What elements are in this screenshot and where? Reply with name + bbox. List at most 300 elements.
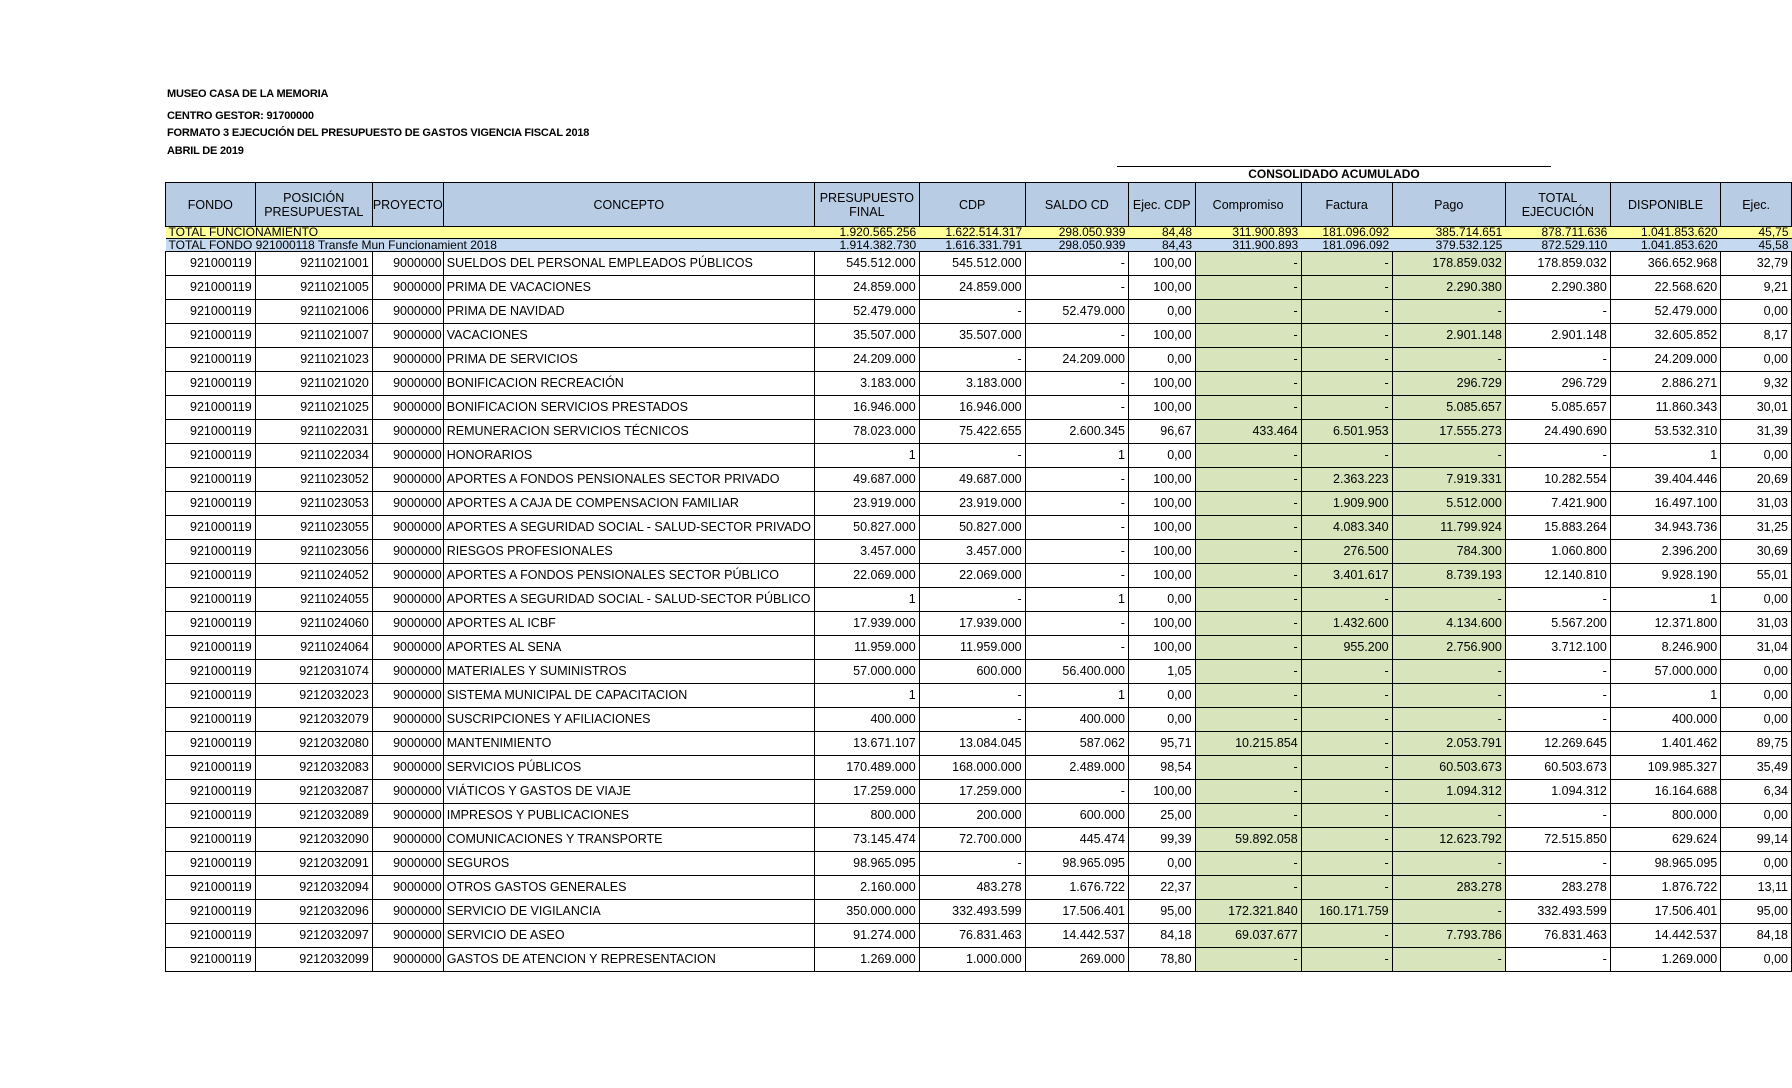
cell-ejec-cdp: 0,00 — [1128, 300, 1195, 324]
cell-posicion: 9212032097 — [255, 924, 372, 948]
cell-proyecto: 9000000 — [372, 540, 443, 564]
cell-cdp: - — [919, 300, 1025, 324]
table-row — [166, 876, 1792, 900]
cell-compromiso: - — [1195, 804, 1301, 828]
table-row — [166, 924, 1792, 948]
cell-ejec-cdp: 98,54 — [1128, 756, 1195, 780]
cell-posicion: 9212032079 — [255, 708, 372, 732]
cell-disponible: 1 — [1610, 684, 1720, 708]
cell-factura: - — [1301, 348, 1392, 372]
cell-total-ejecucion: 3.712.100 — [1505, 636, 1610, 660]
fondo-presupuesto: 1.914.382.730 — [814, 239, 919, 252]
cell-factura: - — [1301, 372, 1392, 396]
cell-compromiso: - — [1195, 876, 1301, 900]
cell-posicion: 9212032023 — [255, 684, 372, 708]
cell-pago: 4.134.600 — [1392, 612, 1505, 636]
cell-factura: - — [1301, 444, 1392, 468]
table-row — [166, 372, 1792, 396]
col-posicion: POSICIÓN PRESUPUESTAL — [255, 183, 372, 227]
cell-saldo-cd: - — [1025, 780, 1128, 804]
cell-factura: - — [1301, 588, 1392, 612]
cell-factura: - — [1301, 804, 1392, 828]
cell-total-ejecucion: 2.901.148 — [1505, 324, 1610, 348]
col-disponible: DISPONIBLE — [1610, 183, 1720, 227]
cell-ejec: 31,03 — [1721, 612, 1792, 636]
cell-presupuesto: 35.507.000 — [814, 324, 919, 348]
cell-disponible: 1.401.462 — [1610, 732, 1720, 756]
cell-compromiso: - — [1195, 780, 1301, 804]
cell-saldo-cd: 14.442.537 — [1025, 924, 1128, 948]
total-ejec: 45,75 — [1721, 227, 1792, 239]
cell-posicion: 9211023053 — [255, 492, 372, 516]
total-funcionamiento-row — [166, 227, 1792, 239]
total-fondo-label: TOTAL FONDO 921000118 Transfe Mun Funcionamient 2018 — [166, 239, 815, 252]
table-row — [166, 324, 1792, 348]
cell-ejec-cdp: 100,00 — [1128, 396, 1195, 420]
cell-pago: - — [1392, 804, 1505, 828]
cell-posicion: 9212031074 — [255, 660, 372, 684]
cell-proyecto: 9000000 — [372, 420, 443, 444]
cell-total-ejecucion: 5.085.657 — [1505, 396, 1610, 420]
cell-pago: 11.799.924 — [1392, 516, 1505, 540]
cell-pago: 283.278 — [1392, 876, 1505, 900]
table-row — [166, 804, 1792, 828]
cell-pago: 2.053.791 — [1392, 732, 1505, 756]
cell-fondo: 921000119 — [166, 324, 256, 348]
cell-ejec-cdp: 100,00 — [1128, 468, 1195, 492]
cell-ejec-cdp: 0,00 — [1128, 348, 1195, 372]
total-pago: 385.714.651 — [1392, 227, 1505, 239]
cell-fondo: 921000119 — [166, 516, 256, 540]
cell-posicion: 9212032099 — [255, 948, 372, 972]
cell-proyecto: 9000000 — [372, 252, 443, 276]
cell-cdp: 545.512.000 — [919, 252, 1025, 276]
cell-posicion: 9211021006 — [255, 300, 372, 324]
cell-cdp: 49.687.000 — [919, 468, 1025, 492]
cell-factura: 955.200 — [1301, 636, 1392, 660]
cell-disponible: 17.506.401 — [1610, 900, 1720, 924]
cell-ejec-cdp: 78,80 — [1128, 948, 1195, 972]
cell-saldo-cd: 1 — [1025, 684, 1128, 708]
cell-cdp: 13.084.045 — [919, 732, 1025, 756]
cell-saldo-cd: 24.209.000 — [1025, 348, 1128, 372]
cell-compromiso: - — [1195, 300, 1301, 324]
cell-ejec: 0,00 — [1721, 684, 1792, 708]
cell-pago: 8.739.193 — [1392, 564, 1505, 588]
cell-pago: - — [1392, 900, 1505, 924]
cell-saldo-cd: - — [1025, 372, 1128, 396]
fondo-total-ejecucion: 872.529.110 — [1505, 239, 1610, 252]
cell-concepto: VACACIONES — [443, 324, 814, 348]
cell-posicion: 9212032094 — [255, 876, 372, 900]
cell-cdp: 11.959.000 — [919, 636, 1025, 660]
cell-disponible: 57.000.000 — [1610, 660, 1720, 684]
table-row — [166, 540, 1792, 564]
cell-compromiso: 59.892.058 — [1195, 828, 1301, 852]
cell-proyecto: 9000000 — [372, 684, 443, 708]
table-row — [166, 516, 1792, 540]
cell-total-ejecucion: 296.729 — [1505, 372, 1610, 396]
cell-disponible: 1 — [1610, 444, 1720, 468]
cell-presupuesto: 1 — [814, 444, 919, 468]
cell-ejec-cdp: 25,00 — [1128, 804, 1195, 828]
cell-factura: 3.401.617 — [1301, 564, 1392, 588]
cell-presupuesto: 24.859.000 — [814, 276, 919, 300]
cell-ejec: 55,01 — [1721, 564, 1792, 588]
cell-ejec-cdp: 100,00 — [1128, 324, 1195, 348]
col-pago: Pago — [1392, 183, 1505, 227]
cell-pago: - — [1392, 852, 1505, 876]
cell-total-ejecucion: 7.421.900 — [1505, 492, 1610, 516]
fondo-saldo-cd: 298.050.939 — [1025, 239, 1128, 252]
cell-pago: 12.623.792 — [1392, 828, 1505, 852]
table-row — [166, 828, 1792, 852]
cell-compromiso: - — [1195, 276, 1301, 300]
cell-saldo-cd: - — [1025, 468, 1128, 492]
cell-saldo-cd: 600.000 — [1025, 804, 1128, 828]
col-cdp: CDP — [919, 183, 1025, 227]
cell-proyecto: 9000000 — [372, 468, 443, 492]
fondo-cdp: 1.616.331.791 — [919, 239, 1025, 252]
cell-saldo-cd: 1 — [1025, 588, 1128, 612]
cell-saldo-cd: - — [1025, 324, 1128, 348]
cell-compromiso: - — [1195, 636, 1301, 660]
cell-factura: - — [1301, 780, 1392, 804]
cell-total-ejecucion: - — [1505, 348, 1610, 372]
cell-ejec-cdp: 100,00 — [1128, 372, 1195, 396]
table-row — [166, 900, 1792, 924]
cell-fondo: 921000119 — [166, 564, 256, 588]
cell-posicion: 9211022034 — [255, 444, 372, 468]
cell-compromiso: - — [1195, 564, 1301, 588]
cell-compromiso: 433.464 — [1195, 420, 1301, 444]
cell-compromiso: - — [1195, 588, 1301, 612]
cell-ejec-cdp: 1,05 — [1128, 660, 1195, 684]
cell-compromiso: - — [1195, 444, 1301, 468]
header-row — [166, 183, 1792, 227]
col-factura: Factura — [1301, 183, 1392, 227]
cell-ejec: 35,49 — [1721, 756, 1792, 780]
cell-concepto: MATERIALES Y SUMINISTROS — [443, 660, 814, 684]
cell-ejec: 20,69 — [1721, 468, 1792, 492]
cell-presupuesto: 3.183.000 — [814, 372, 919, 396]
cell-factura: - — [1301, 660, 1392, 684]
cell-disponible: 53.532.310 — [1610, 420, 1720, 444]
cell-ejec-cdp: 95,00 — [1128, 900, 1195, 924]
cell-presupuesto: 49.687.000 — [814, 468, 919, 492]
fondo-pago: 379.532.125 — [1392, 239, 1505, 252]
cell-disponible: 8.246.900 — [1610, 636, 1720, 660]
cell-disponible: 1 — [1610, 588, 1720, 612]
cell-saldo-cd: 17.506.401 — [1025, 900, 1128, 924]
cell-cdp: 22.069.000 — [919, 564, 1025, 588]
col-presupuesto: PRESUPUESTO FINAL — [814, 183, 919, 227]
cell-factura: 160.171.759 — [1301, 900, 1392, 924]
cell-compromiso: - — [1195, 372, 1301, 396]
cell-cdp: 3.457.000 — [919, 540, 1025, 564]
cell-pago: 784.300 — [1392, 540, 1505, 564]
cell-concepto: COMUNICACIONES Y TRANSPORTE — [443, 828, 814, 852]
cell-pago: 60.503.673 — [1392, 756, 1505, 780]
cell-proyecto: 9000000 — [372, 852, 443, 876]
cell-total-ejecucion: - — [1505, 444, 1610, 468]
centro-gestor: CENTRO GESTOR: 91700000 — [167, 110, 314, 122]
cell-compromiso: - — [1195, 852, 1301, 876]
cell-cdp: - — [919, 852, 1025, 876]
cell-concepto: HONORARIOS — [443, 444, 814, 468]
cell-ejec: 13,11 — [1721, 876, 1792, 900]
table-row — [166, 660, 1792, 684]
cell-posicion: 9212032090 — [255, 828, 372, 852]
cell-compromiso: - — [1195, 252, 1301, 276]
cell-proyecto: 9000000 — [372, 708, 443, 732]
cell-disponible: 9.928.190 — [1610, 564, 1720, 588]
total-compromiso: 311.900.893 — [1195, 227, 1301, 239]
fondo-compromiso: 311.900.893 — [1195, 239, 1301, 252]
cell-pago: 178.859.032 — [1392, 252, 1505, 276]
cell-presupuesto: 400.000 — [814, 708, 919, 732]
cell-ejec-cdp: 0,00 — [1128, 708, 1195, 732]
cell-concepto: APORTES A FONDOS PENSIONALES SECTOR PRIVADO — [443, 468, 814, 492]
cell-factura: - — [1301, 276, 1392, 300]
cell-ejec: 30,69 — [1721, 540, 1792, 564]
cell-saldo-cd: 1 — [1025, 444, 1128, 468]
cell-proyecto: 9000000 — [372, 300, 443, 324]
cell-factura: 1.432.600 — [1301, 612, 1392, 636]
cell-total-ejecucion: 12.140.810 — [1505, 564, 1610, 588]
cell-saldo-cd: 2.600.345 — [1025, 420, 1128, 444]
cell-factura: - — [1301, 924, 1392, 948]
cell-proyecto: 9000000 — [372, 396, 443, 420]
cell-disponible: 800.000 — [1610, 804, 1720, 828]
cell-fondo: 921000119 — [166, 444, 256, 468]
cell-compromiso: 10.215.854 — [1195, 732, 1301, 756]
cell-disponible: 2.396.200 — [1610, 540, 1720, 564]
col-concepto: CONCEPTO — [443, 183, 814, 227]
col-total-ejecucion: TOTAL EJECUCIÓN — [1505, 183, 1610, 227]
cell-ejec-cdp: 100,00 — [1128, 564, 1195, 588]
total-factura: 181.096.092 — [1301, 227, 1392, 239]
cell-cdp: 17.939.000 — [919, 612, 1025, 636]
cell-posicion: 9211021020 — [255, 372, 372, 396]
cell-cdp: 23.919.000 — [919, 492, 1025, 516]
cell-compromiso: - — [1195, 348, 1301, 372]
cell-proyecto: 9000000 — [372, 732, 443, 756]
cell-compromiso: - — [1195, 684, 1301, 708]
table-row — [166, 612, 1792, 636]
cell-pago: - — [1392, 948, 1505, 972]
cell-proyecto: 9000000 — [372, 372, 443, 396]
cell-posicion: 9212032087 — [255, 780, 372, 804]
cell-ejec-cdp: 100,00 — [1128, 252, 1195, 276]
cell-proyecto: 9000000 — [372, 516, 443, 540]
cell-pago: 2.756.900 — [1392, 636, 1505, 660]
table-row — [166, 276, 1792, 300]
cell-cdp: 76.831.463 — [919, 924, 1025, 948]
cell-total-ejecucion: 72.515.850 — [1505, 828, 1610, 852]
cell-saldo-cd: - — [1025, 396, 1128, 420]
cell-total-ejecucion: 10.282.554 — [1505, 468, 1610, 492]
cell-saldo-cd: 2.489.000 — [1025, 756, 1128, 780]
table-row — [166, 636, 1792, 660]
cell-ejec: 0,00 — [1721, 852, 1792, 876]
cell-disponible: 14.442.537 — [1610, 924, 1720, 948]
cell-proyecto: 9000000 — [372, 612, 443, 636]
cell-factura: - — [1301, 684, 1392, 708]
cell-total-ejecucion: 2.290.380 — [1505, 276, 1610, 300]
cell-concepto: PRIMA DE VACACIONES — [443, 276, 814, 300]
cell-pago: 296.729 — [1392, 372, 1505, 396]
cell-concepto: APORTES AL SENA — [443, 636, 814, 660]
cell-fondo: 921000119 — [166, 420, 256, 444]
table-row — [166, 732, 1792, 756]
cell-saldo-cd: - — [1025, 612, 1128, 636]
table-row — [166, 348, 1792, 372]
cell-presupuesto: 170.489.000 — [814, 756, 919, 780]
cell-saldo-cd: 445.474 — [1025, 828, 1128, 852]
cell-cdp: - — [919, 588, 1025, 612]
cell-ejec: 0,00 — [1721, 588, 1792, 612]
cell-total-ejecucion: 283.278 — [1505, 876, 1610, 900]
cell-posicion: 9211024060 — [255, 612, 372, 636]
col-saldo-cd: SALDO CD — [1025, 183, 1128, 227]
cell-concepto: RIESGOS PROFESIONALES — [443, 540, 814, 564]
cell-ejec-cdp: 100,00 — [1128, 492, 1195, 516]
cell-posicion: 9211021023 — [255, 348, 372, 372]
cell-total-ejecucion: 15.883.264 — [1505, 516, 1610, 540]
cell-compromiso: 172.321.840 — [1195, 900, 1301, 924]
table-row — [166, 420, 1792, 444]
cell-ejec-cdp: 100,00 — [1128, 612, 1195, 636]
cell-proyecto: 9000000 — [372, 276, 443, 300]
cell-fondo: 921000119 — [166, 660, 256, 684]
cell-disponible: 32.605.852 — [1610, 324, 1720, 348]
cell-proyecto: 9000000 — [372, 588, 443, 612]
cell-fondo: 921000119 — [166, 492, 256, 516]
cell-total-ejecucion: - — [1505, 852, 1610, 876]
cell-ejec-cdp: 100,00 — [1128, 540, 1195, 564]
cell-pago: 7.793.786 — [1392, 924, 1505, 948]
cell-presupuesto: 57.000.000 — [814, 660, 919, 684]
cell-ejec: 0,00 — [1721, 348, 1792, 372]
cell-compromiso: - — [1195, 540, 1301, 564]
cell-total-ejecucion: 60.503.673 — [1505, 756, 1610, 780]
cell-fondo: 921000119 — [166, 540, 256, 564]
cell-disponible: 366.652.968 — [1610, 252, 1720, 276]
cell-disponible: 109.985.327 — [1610, 756, 1720, 780]
col-compromiso: Compromiso — [1195, 183, 1301, 227]
cell-total-ejecucion: 12.269.645 — [1505, 732, 1610, 756]
total-fondo-row — [166, 239, 1792, 252]
cell-cdp: - — [919, 684, 1025, 708]
cell-compromiso: - — [1195, 468, 1301, 492]
cell-fondo: 921000119 — [166, 900, 256, 924]
cell-posicion: 9211023055 — [255, 516, 372, 540]
cell-factura: - — [1301, 756, 1392, 780]
cell-concepto: PRIMA DE SERVICIOS — [443, 348, 814, 372]
table-row — [166, 780, 1792, 804]
cell-presupuesto: 800.000 — [814, 804, 919, 828]
cell-factura: - — [1301, 324, 1392, 348]
cell-pago: - — [1392, 684, 1505, 708]
cell-concepto: SUSCRIPCIONES Y AFILIACIONES — [443, 708, 814, 732]
cell-cdp: 168.000.000 — [919, 756, 1025, 780]
cell-proyecto: 9000000 — [372, 756, 443, 780]
cell-saldo-cd: - — [1025, 564, 1128, 588]
total-ejec-cdp: 84,48 — [1128, 227, 1195, 239]
cell-fondo: 921000119 — [166, 732, 256, 756]
table-row — [166, 708, 1792, 732]
org-name: MUSEO CASA DE LA MEMORIA — [167, 88, 329, 100]
cell-cdp: 72.700.000 — [919, 828, 1025, 852]
cell-fondo: 921000119 — [166, 612, 256, 636]
cell-disponible: 16.497.100 — [1610, 492, 1720, 516]
total-total-ejecucion: 878.711.636 — [1505, 227, 1610, 239]
cell-presupuesto: 2.160.000 — [814, 876, 919, 900]
cell-cdp: - — [919, 708, 1025, 732]
cell-posicion: 9211023056 — [255, 540, 372, 564]
cell-total-ejecucion: - — [1505, 660, 1610, 684]
cell-concepto: BONIFICACION RECREACIÓN — [443, 372, 814, 396]
cell-factura: 276.500 — [1301, 540, 1392, 564]
report-period: ABRIL DE 2019 — [167, 145, 244, 157]
cell-ejec: 99,14 — [1721, 828, 1792, 852]
cell-total-ejecucion: - — [1505, 588, 1610, 612]
cell-total-ejecucion: - — [1505, 804, 1610, 828]
cell-fondo: 921000119 — [166, 876, 256, 900]
cell-ejec: 84,18 — [1721, 924, 1792, 948]
cell-compromiso: - — [1195, 756, 1301, 780]
cell-fondo: 921000119 — [166, 804, 256, 828]
cell-factura: - — [1301, 252, 1392, 276]
cell-fondo: 921000119 — [166, 756, 256, 780]
total-disponible: 1.041.853.620 — [1610, 227, 1720, 239]
cell-disponible: 11.860.343 — [1610, 396, 1720, 420]
col-fondo: FONDO — [166, 183, 256, 227]
cell-pago: 5.512.000 — [1392, 492, 1505, 516]
cell-fondo: 921000119 — [166, 828, 256, 852]
cell-ejec: 0,00 — [1721, 708, 1792, 732]
cell-posicion: 9212032080 — [255, 732, 372, 756]
cell-proyecto: 9000000 — [372, 804, 443, 828]
cell-factura: - — [1301, 708, 1392, 732]
cell-posicion: 9212032083 — [255, 756, 372, 780]
cell-presupuesto: 50.827.000 — [814, 516, 919, 540]
table-row — [166, 948, 1792, 972]
cell-cdp: 200.000 — [919, 804, 1025, 828]
cell-posicion: 9211021025 — [255, 396, 372, 420]
cell-pago: - — [1392, 348, 1505, 372]
cell-proyecto: 9000000 — [372, 324, 443, 348]
cell-ejec-cdp: 100,00 — [1128, 516, 1195, 540]
table-row — [166, 444, 1792, 468]
fondo-factura: 181.096.092 — [1301, 239, 1392, 252]
table-row — [166, 564, 1792, 588]
cell-presupuesto: 350.000.000 — [814, 900, 919, 924]
fondo-disponible: 1.041.853.620 — [1610, 239, 1720, 252]
fondo-ejec: 45,58 — [1721, 239, 1792, 252]
cell-disponible: 400.000 — [1610, 708, 1720, 732]
budget-table — [165, 182, 1792, 972]
cell-concepto: PRIMA DE NAVIDAD — [443, 300, 814, 324]
cell-ejec: 31,03 — [1721, 492, 1792, 516]
total-saldo-cd: 298.050.939 — [1025, 227, 1128, 239]
cell-concepto: IMPRESOS Y PUBLICACIONES — [443, 804, 814, 828]
cell-ejec-cdp: 100,00 — [1128, 636, 1195, 660]
cell-presupuesto: 98.965.095 — [814, 852, 919, 876]
cell-fondo: 921000119 — [166, 372, 256, 396]
consolidado-label: CONSOLIDADO ACUMULADO — [1248, 167, 1420, 181]
